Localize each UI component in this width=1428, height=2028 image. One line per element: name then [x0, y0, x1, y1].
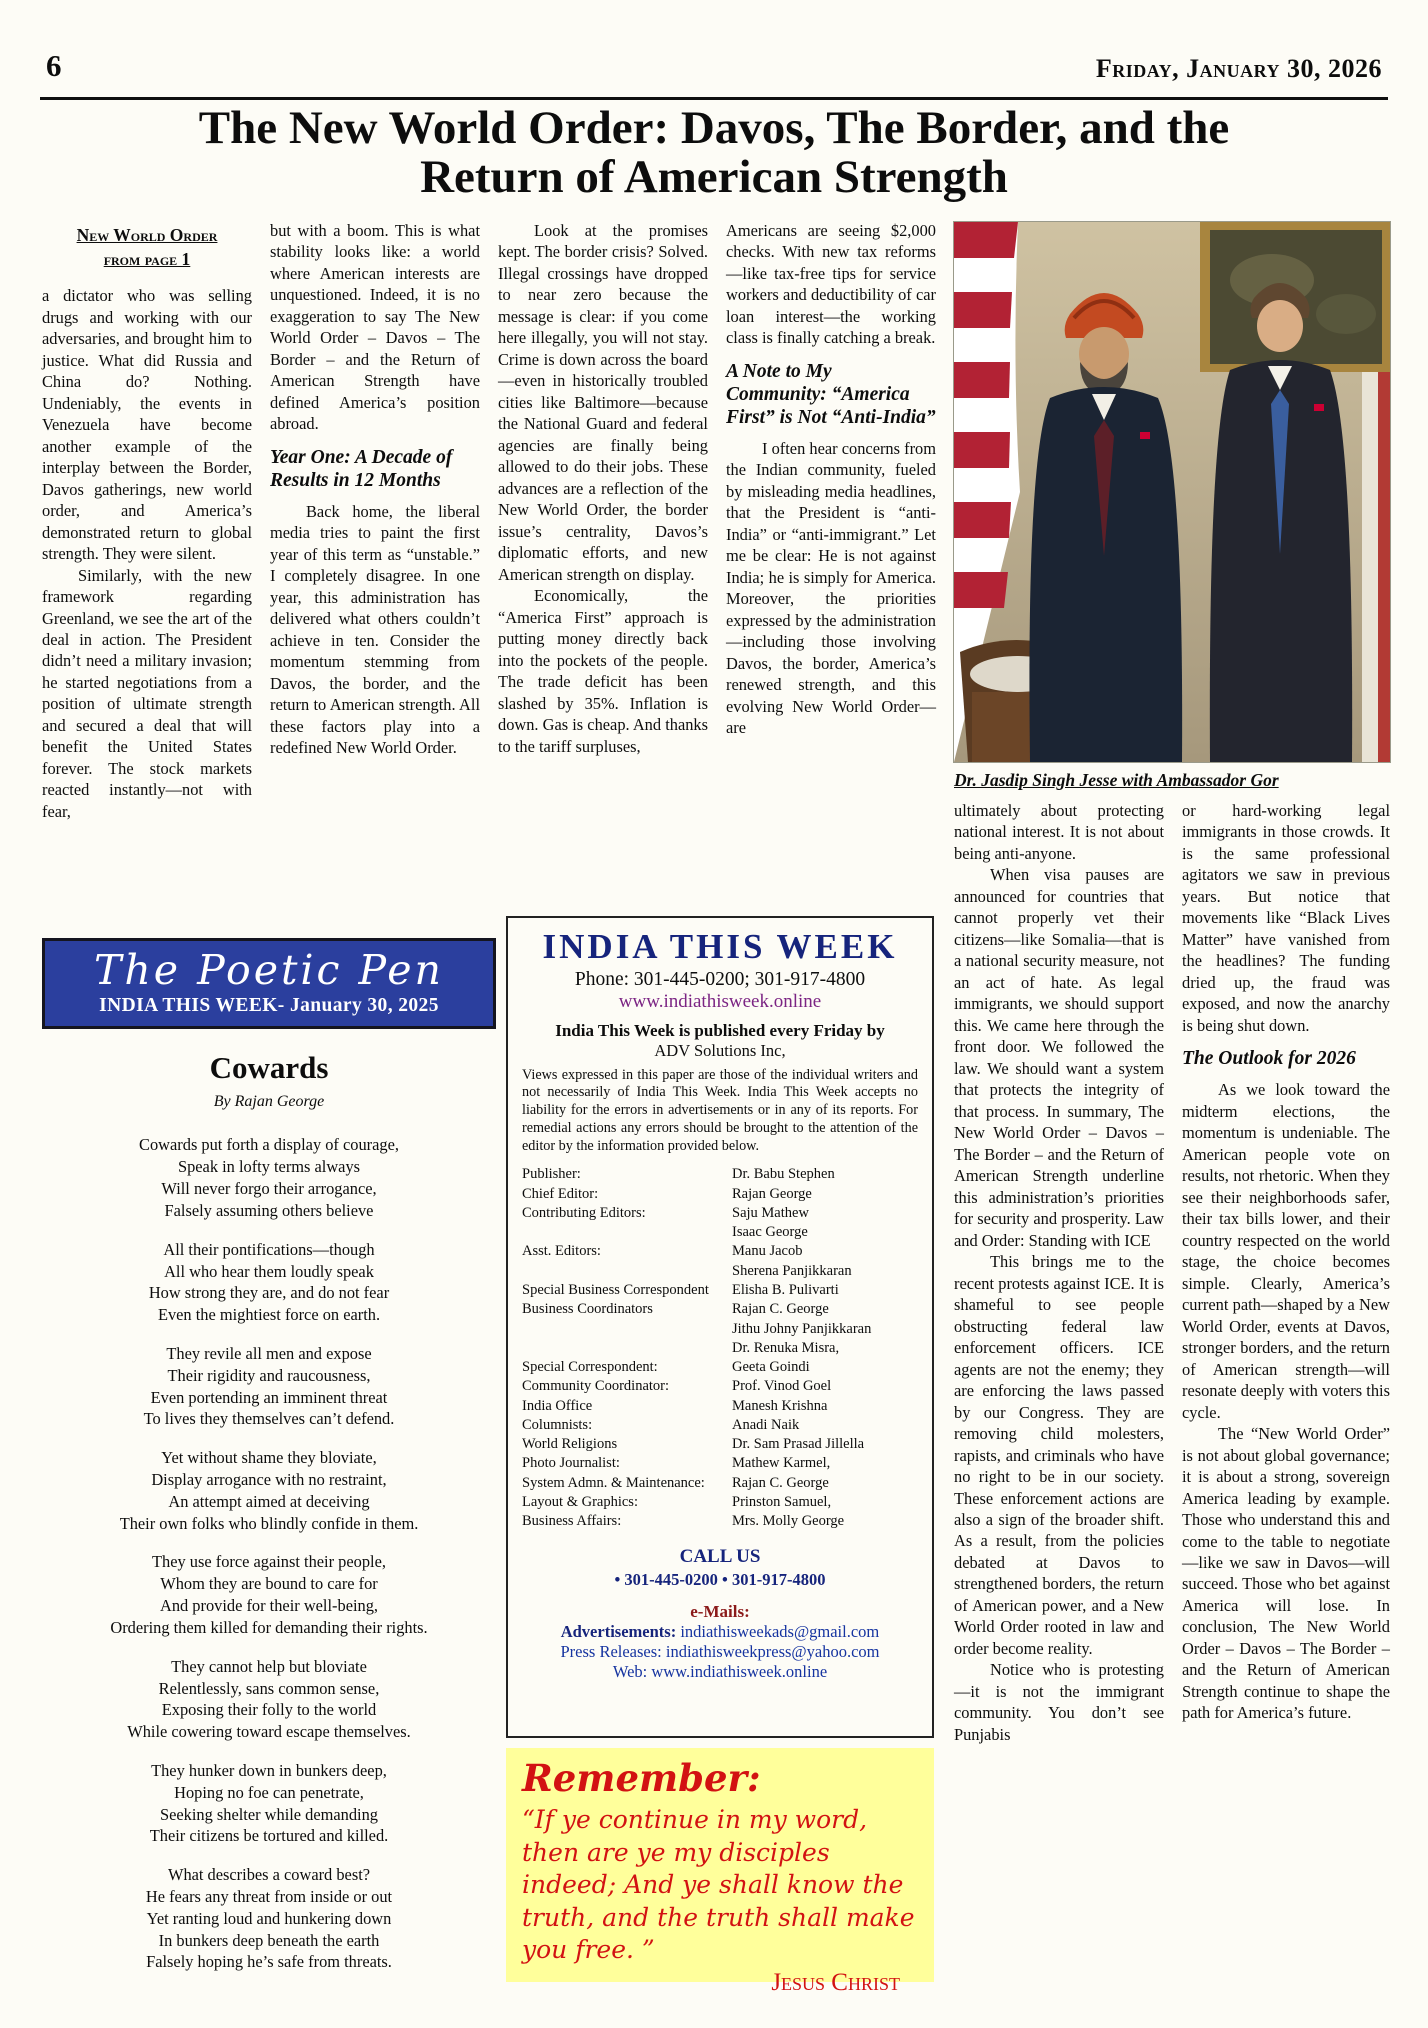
masthead-website-link: www.indiathisweek.online — [618, 990, 822, 1012]
paragraph: or hard-working legal immigrants in those crowds. It is the same professional agitators we saw in previous years. But notice that movements like “Black Lives Matter” have vanished from the headlines? The funding dried up, the fraud was exposed, and now the anarchy is being shut down. — [1182, 801, 1390, 1035]
continuation-page-ref: from page 1 — [103, 248, 191, 269]
remember-title: Remember: — [522, 1756, 761, 1800]
article-photo — [954, 222, 1390, 762]
staff-row — [522, 1397, 918, 1416]
web-line: Web: www.indiathisweek.online — [612, 1661, 828, 1681]
advertisements-line — [522, 1622, 918, 1642]
article-photo-illustration — [954, 222, 1390, 762]
staff-row — [522, 1281, 918, 1300]
staff-names: Rajan C. George — [732, 1474, 829, 1491]
masthead-phone: Phone: 301-445-0200; 301-917-4800 — [574, 968, 866, 990]
staff-role-label: Photo Journalist: — [522, 1455, 620, 1472]
continuation-notice — [42, 224, 252, 271]
right-flag — [1362, 372, 1390, 762]
poetic-pen-banner — [42, 938, 496, 1029]
paragraph: When visa pauses are announced for countries that cannot properly vet their citizens—like Somalia—that is a national security measure, not an act of hate. As legal immigrants, we should support this. We came here through the front door. We followed the law. We should want a system that protects the integrity of that process. In summary, The New World Order – Davos – The Border – and the Return of American Strength underline this administration’s priorities for security and prosperity. Law and Order: Standing with ICE — [954, 865, 1164, 1250]
poem-stanza: What describes a coward best? He fears any threat from inside or out Yet ranting loud and hunkering down In bunkers deep beneath the earth Falsely hoping he’s safe from threats. — [145, 1865, 393, 1972]
paragraph: I often hear concerns from the Indian community, fueled by misleading media headlines, that the President is “anti-India” or “anti-immigrant.” Let me be clear: He is not against India; he is simply for America. Moreover, the priorities expressed by the administration—including those involving Davos, the border, America’s renewed strength, and this evolving New World Order—are — [726, 438, 936, 738]
staff-role-label: Chief Editor: — [522, 1185, 599, 1202]
staff-names: Prof. Vinod Goel — [732, 1378, 832, 1395]
staff-names: Anadi Naik — [732, 1416, 800, 1433]
article-column-5 — [954, 800, 1164, 1745]
poem — [42, 1047, 496, 1973]
call-us-heading: CALL US — [679, 1545, 761, 1567]
staff-list — [522, 1165, 918, 1531]
paragraph: As we look toward the midterm elections, the momentum is undeniable. The American people vote on results, not rhetoric. When they see their neighborhoods safer, their tax bills lower, and their country respected on the world stage, the choice becomes simple. Clearly, America’s current path—shaped by a New World Order, events at Davos, stronger borders, and the return of American strength—will resonate deeply with voters this cycle. — [1182, 1080, 1390, 1422]
staff-names: Prinston Samuel, — [732, 1494, 832, 1511]
staff-row — [522, 1454, 918, 1473]
section-subhead: A Note to My Community: “America First” is Not “Anti-India” — [726, 360, 936, 428]
article-column-6 — [1182, 800, 1390, 1724]
staff-names: Manesh Krishna — [732, 1397, 828, 1414]
staff-row — [522, 1474, 918, 1493]
section-subhead: The Outlook for 2026 — [1182, 1048, 1356, 1070]
advertisements-label: Advertisements: — [560, 1621, 677, 1641]
paragraph: ultimately about protecting national interest. It is not about being anti-anyone. — [954, 801, 1164, 863]
poem-byline: By Rajan George — [213, 1093, 325, 1111]
article-headline: The New World Order: Davos, The Border, and the Return of American Strength — [198, 102, 1230, 204]
staff-row — [522, 1242, 918, 1281]
emails-heading: e-Mails: — [690, 1601, 750, 1621]
paragraph: but with a boom. This is what stability looks like: a world where American interests are unquestioned. Indeed, it is no exaggeration to say The New World Order – Davos – The Border – and the Return of American Strength have defined America’s position abroad. — [270, 221, 480, 434]
poem-stanza: They revile all men and expose Their rigidity and raucousness, Even portending an imminent threat To lives they themselves can’t defend. — [143, 1343, 395, 1429]
poetic-pen-title: The Poetic Pen — [94, 946, 444, 994]
staff-role-label: Special Correspondent: — [522, 1359, 658, 1376]
staff-names: Mathew Karmel, — [732, 1455, 831, 1472]
staff-names: Mrs. Molly George — [732, 1513, 845, 1530]
section-subhead: Year One: A Decade of Results in 12 Months — [270, 446, 453, 491]
continuation-title: New World Order — [76, 225, 218, 245]
staff-row — [522, 1377, 918, 1396]
staff-row — [522, 1165, 918, 1184]
remember-quote: “If ye continue in my word, then are ye my disciples indeed; And ye shall know the truth, and the truth shall make you free. ” — [522, 1805, 915, 1964]
press-releases-line: Press Releases: indiathisweekpress@yahoo.com — [560, 1641, 880, 1661]
poem-stanza: Cowards put forth a display of courage, Speak in lofty terms always Will never forgo their arrogance, Falsely assuming others believe — [139, 1135, 399, 1220]
staff-role-label: Layout & Graphics: — [522, 1494, 638, 1511]
staff-names: Dr. Babu Stephen — [732, 1166, 835, 1183]
paragraph: The “New World Order” is not about global governance; it is about a strong, sovereign America leading by example. Those who understand this and come to the table to negotiate—like we saw in Davos—will succeed. Those who bet against America will lose. In conclusion, The New World Order – Davos – The Border – and the Return of American Strength continue to shape the path for America’s future. — [1182, 1424, 1390, 1723]
edition-date: Friday, January 30, 2026 — [1095, 54, 1382, 83]
staff-names: Manu Jacob Sherena Panjikkaran — [732, 1243, 852, 1279]
masthead-disclaimer: Views expressed in this paper are those of the individual writers and not necessarily of India This Week. India This Week accepts no liability for the errors in advertisements or in any of its reports. For remedial actions any errors should be brought to the attention of the editor by the information provided below. — [522, 1066, 918, 1154]
poem-title: Cowards — [209, 1050, 329, 1085]
masthead-section — [506, 916, 934, 1738]
published-line: India This Week is published every Friday by — [555, 1020, 885, 1040]
page-number: 6 — [46, 48, 62, 83]
staff-role-label: Community Coordinator: — [522, 1378, 670, 1395]
poem-stanza: They hunker down in bunkers deep, Hoping no foe can penetrate, Seeking shelter while demanding Their citizens be tortured and killed. — [149, 1760, 389, 1846]
staff-names: Saju Mathew Isaac George — [732, 1204, 809, 1241]
staff-row — [522, 1204, 918, 1243]
staff-role-label: Business Coordinators — [522, 1301, 653, 1318]
staff-row — [522, 1435, 918, 1454]
paragraph: This brings me to the recent protests against ICE. It is shameful to see people obstructing federal law enforcement officers. ICE agents are not the enemy; they are enforcing the laws passed by our Congress. They are removing child molesters, rapists, and criminals who have no right to be in our society. These enforcement actions are also a sign of the broader shift. As a result, from the policies debated at Davos to strengthened borders, the return of American power, and a New World Order rooted in law and order become reality. — [954, 1252, 1164, 1658]
staff-row — [522, 1512, 918, 1531]
paragraph: Similarly, with the new framework regarding Greenland, we see the art of the deal in action. The President didn’t need a military invasion; he started negotiations from a position of ultimate strength and secured a deal that will benefit the United States forever. The stock markets reacted instantly—not with fear, — [42, 565, 252, 821]
article-column-1 — [42, 224, 252, 822]
paragraph: Economically, the “America First” approach is putting money directly back into the pockets of the people. The trade deficit has been slashed by 35%. Inflation is down. Gas is cheap. And thanks to the tariff surpluses, — [498, 586, 708, 756]
paragraph: a dictator who was selling drugs and working with our adversaries, and brought him to justice. What did Russia and China do? Nothing. Undeniably, the events in Venezuela have become another example of the interplay between the Border, Davos gatherings, new world order, and America’s demonstrated return to global strength. They were silent. — [42, 286, 252, 564]
poem-stanza: Yet without shame they bloviate, Display arrogance with no restraint, An attempt aimed at deceiving Their own folks who blindly confide in them. — [119, 1448, 419, 1533]
paragraph: Look at the promises kept. The border crisis? Solved. Illegal crossings have dropped to near zero because the message is clear: if you come here illegally, you will not stay. Crime is down across the board—even in historically troubled cities like Baltimore—because the National Guard and federal agencies are finally being allowed to do their jobs. These advances are a reflection of the New World Order, the border issue’s centrality, Davos’s diplomatic efforts, and new American strength on display. — [498, 221, 708, 584]
staff-role-label: Asst. Editors: — [522, 1243, 601, 1260]
staff-row — [522, 1493, 918, 1512]
remember-attribution: Jesus Christ — [771, 1968, 900, 1996]
staff-role-label: Business Affairs: — [522, 1513, 622, 1530]
staff-row — [522, 1300, 918, 1358]
staff-names: Geeta Goindi — [732, 1359, 810, 1376]
call-us-numbers: • 301-445-0200 • 301-917-4800 — [614, 1569, 826, 1589]
staff-role-label: Publisher: — [522, 1166, 581, 1183]
header-rule — [40, 97, 1388, 100]
poem-stanza: They cannot help but bloviate Relentlessly, sans common sense, Exposing their folly to the world While cowering toward escape themselves. — [127, 1656, 411, 1742]
article-column-4 — [726, 220, 936, 739]
poetic-pen-section — [42, 938, 496, 1988]
staff-role-label: Special Business Correspondent — [522, 1281, 709, 1298]
poem-stanza: All their pontifications—though All who hear them loudly speak How strong they are, and do not fear Even the mightiest force on earth. — [148, 1239, 390, 1325]
poem-stanza: They use force against their people, Whom they are bound to care for And provide for their well-being, Ordering them killed for demanding their rights. — [110, 1552, 428, 1637]
staff-row — [522, 1185, 918, 1204]
staff-row — [522, 1358, 918, 1377]
staff-row — [522, 1416, 918, 1435]
paragraph: Notice who is protesting—it is not the immigrant community. You don’t see Punjabis — [954, 1660, 1164, 1744]
advertisements-email: indiathisweekads@gmail.com — [680, 1621, 880, 1641]
staff-role-label: Contributing Editors: — [522, 1204, 646, 1221]
staff-role-label: Columnists: — [522, 1416, 593, 1433]
poetic-pen-subtitle: INDIA THIS WEEK- January 30, 2025 — [99, 995, 439, 1016]
staff-names: Rajan C. George Jithu Johny Panjikkaran Dr. Renuka Misra, — [732, 1301, 872, 1356]
staff-role-label: India Office — [522, 1397, 593, 1414]
staff-names: Dr. Sam Prasad Jillella — [732, 1436, 865, 1453]
publisher-company: ADV Solutions Inc, — [654, 1040, 786, 1060]
poem-stanzas — [42, 1134, 496, 1973]
article-column-3 — [498, 220, 708, 757]
masthead-title: INDIA THIS WEEK — [542, 927, 898, 966]
photo-caption: Dr. Jasdip Singh Jesse with Ambassador Gor — [954, 770, 1279, 790]
article-column-2 — [270, 220, 480, 759]
remember-box — [506, 1748, 934, 1996]
paragraph: Americans are seeing $2,000 checks. With new tax reforms—like tax-free tips for service workers and deductibility of car loan interest—the working class is finally catching a break. — [726, 221, 936, 348]
staff-role-label: System Admn. & Maintenance: — [522, 1474, 705, 1491]
staff-role-label: World Religions — [522, 1436, 618, 1453]
staff-names: Elisha B. Pulivarti — [732, 1281, 839, 1298]
staff-names: Rajan George — [732, 1185, 812, 1202]
paragraph: Back home, the liberal media tries to paint the first year of this term as “unstable.” I completely disagree. In one year, this administration has delivered what others couldn’t achieve in ten. Consider the momentum stemming from Davos, the border, and the return to American strength. All these factors play into a redefined New World Order. — [270, 501, 480, 758]
